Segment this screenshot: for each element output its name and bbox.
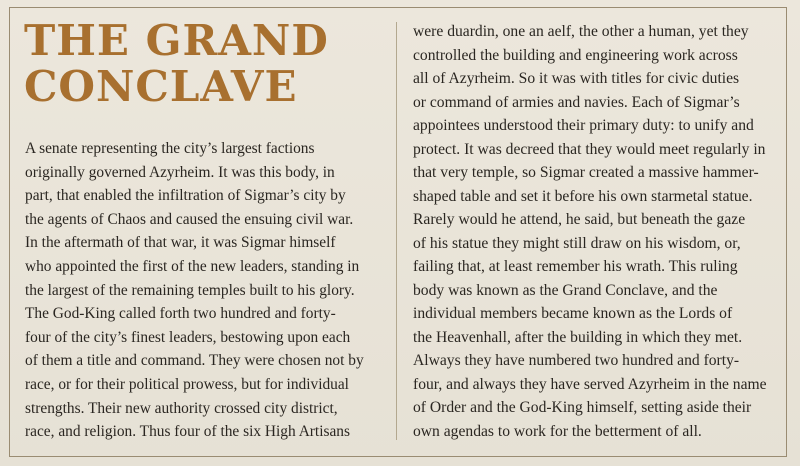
text-line: body was known as the Grand Conclave, and the: [413, 281, 718, 299]
right-text-column: [413, 20, 785, 443]
text-line: that very temple, so Sigmar created a massive hammer-: [413, 164, 759, 181]
text-line: individual members became known as the Lords of: [413, 305, 733, 322]
text-line: race, and religion. Thus four of the six High Artisans: [25, 423, 350, 441]
text-line: own agendas to work for the betterment of all.: [413, 422, 702, 440]
text-line: In the aftermath of that war, it was Sigmar himself: [25, 234, 336, 252]
column-divider: [396, 22, 397, 440]
text-line: Always they have numbered two hundred and forty-: [413, 352, 740, 369]
text-line: Rarely would he attend, he said, but beneath the gaze: [413, 211, 746, 228]
text-line: part, that enabled the infiltration of Sigmar’s city by: [25, 187, 346, 205]
text-line: strengths. Their new authority crossed city district,: [25, 399, 338, 417]
text-line: or command of armies and navies. Each of Sigmar’s: [413, 93, 740, 111]
text-line: who appointed the first of the new leaders, standing in: [25, 257, 360, 275]
title-line-1: THE GRAND: [24, 16, 329, 65]
text-line: race, or for their political prowess, but for individual: [25, 375, 349, 393]
text-line: the agents of Chaos and caused the ensuing civil war.: [25, 210, 354, 228]
text-line: failing that, at least remember his wrath. This ruling: [413, 258, 738, 275]
text-line: all of Azyrheim. So it was with titles for civic duties: [413, 70, 740, 87]
text-line: four, and always they have served Azyrheim in the name: [413, 375, 767, 393]
text-line: the Heavenhall, after the building in which they met.: [413, 328, 743, 346]
title-line-2: CONCLAVE: [24, 62, 298, 111]
text-line: the largest of the remaining temples built to his glory.: [25, 281, 355, 299]
text-line: of Order and the God-King himself, setting aside their: [413, 399, 752, 416]
text-line: of his statue they might still draw on his wisdom, or,: [413, 234, 741, 252]
text-line: A senate representing the city’s largest factions: [25, 140, 315, 157]
section-title: [24, 18, 329, 110]
text-line: were duardin, one an aelf, the other a human, yet they: [413, 23, 749, 40]
text-line: of them a title and command. They were chosen not by: [25, 352, 364, 370]
text-line: four of the city’s finest leaders, bestowing upon each: [25, 328, 351, 346]
text-line: The God-King called forth two hundred and forty-: [25, 305, 336, 323]
text-line: controlled the building and engineering work across: [413, 46, 738, 64]
text-line: appointees understood their primary duty: to unify and: [413, 117, 754, 134]
left-text-column: [25, 137, 385, 444]
text-line: protect. It was decreed that they would meet regularly in: [413, 140, 766, 158]
text-line: originally governed Azyrheim. It was this body, in: [25, 163, 335, 181]
text-line: shaped table and set it before his own starmetal statue.: [413, 187, 753, 205]
